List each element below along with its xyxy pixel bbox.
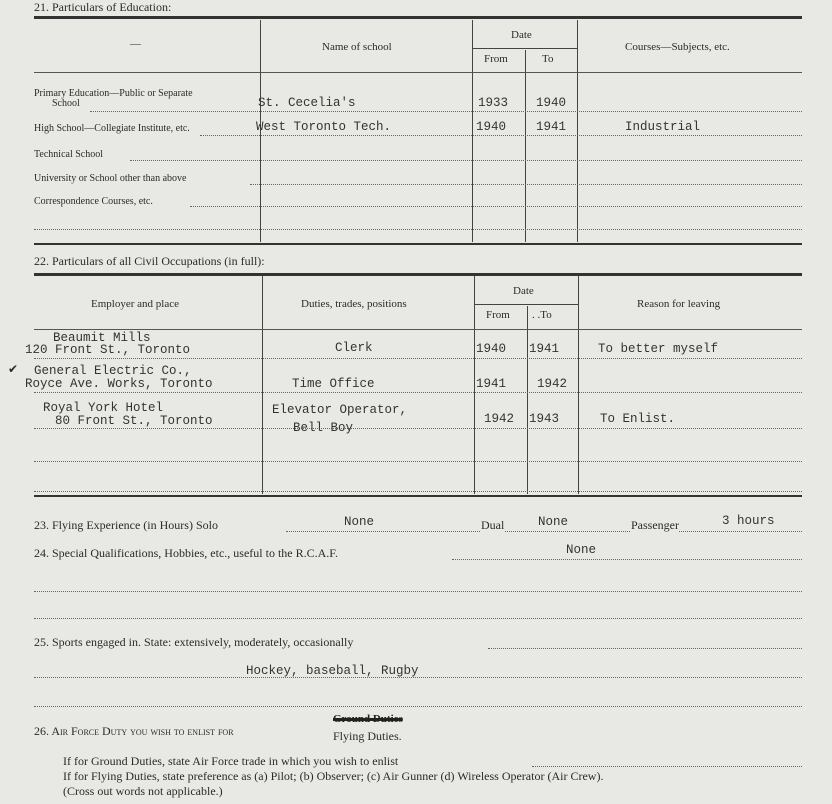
row-label: Technical School (34, 149, 103, 160)
duty: Time Office (292, 377, 375, 391)
date-to: 1941 (529, 342, 560, 356)
row-label: Correspondence Courses, etc. (34, 196, 153, 207)
blank-header: — (130, 38, 141, 50)
fill-line (34, 491, 802, 492)
divider (525, 50, 526, 242)
reason-header: Reason for leaving (637, 298, 721, 310)
cross-out-note: (Cross out words not applicable.) (63, 784, 223, 798)
employer-name: Royal York Hotel (43, 401, 164, 415)
school-name: West Toronto Tech. (256, 120, 392, 134)
date-header: Date (513, 285, 534, 297)
divider (472, 20, 473, 242)
fill-line (200, 135, 802, 136)
date-from: 1940 (476, 342, 507, 356)
fill-line (286, 531, 802, 532)
from-header: From (486, 309, 510, 321)
passenger-hours: 3 hours (722, 514, 775, 528)
duty: Bell Boy (293, 421, 354, 435)
divider (34, 273, 802, 276)
qualifications-label: 24. Special Qualifications, Hobbies, etc., useful to the R.C.A.F. (34, 546, 338, 560)
row-label: University or School other than above (34, 173, 187, 184)
fill-line (34, 677, 802, 678)
fill-line (34, 618, 802, 619)
duty-value: Flying Duties. (333, 729, 402, 743)
divider (472, 48, 577, 49)
sports-label: 25. Sports engaged in. State: extensively, moderately, occasionally (34, 635, 354, 649)
divider (577, 20, 578, 242)
education-title: 21. Particulars of Education: (34, 0, 172, 14)
employer-name: Beaumit Mills (53, 331, 151, 345)
fill-line (34, 706, 802, 707)
fill-line (34, 461, 802, 462)
reason: To better myself (598, 342, 719, 356)
sports-value: Hockey, baseball, Rugby (246, 664, 419, 678)
fill-line (34, 591, 802, 592)
school-header: Name of school (322, 41, 392, 53)
solo-hours: None (344, 515, 375, 529)
fill-line (190, 206, 802, 207)
divider (527, 306, 528, 494)
employer-place: 120 Front St., Toronto (25, 343, 191, 357)
occupations-title: 22. Particulars of all Civil Occupations (in full): (34, 254, 265, 268)
fill-line (488, 648, 802, 649)
reason: To Enlist. (600, 412, 676, 426)
employer-name: General Electric Co., (34, 364, 192, 378)
divider (34, 495, 802, 497)
date-from: 1933 (478, 96, 509, 110)
duty: Clerk (335, 341, 373, 355)
passenger-label: Passenger (631, 518, 679, 532)
employer-place: Royce Ave. Works, Toronto (25, 377, 213, 391)
dual-hours: None (538, 515, 569, 529)
date-to: 1941 (536, 120, 567, 134)
divider (34, 72, 802, 73)
date-to: 1940 (536, 96, 567, 110)
date-from: 1942 (484, 412, 515, 426)
courses: Industrial (625, 120, 701, 134)
fill-line (34, 392, 802, 393)
fill-line (532, 766, 802, 767)
qualifications-value: None (566, 543, 597, 557)
fill-line (34, 358, 802, 359)
fill-line (34, 229, 802, 230)
to-header: . .To (532, 309, 552, 321)
divider (34, 16, 802, 19)
employer-header: Employer and place (91, 298, 179, 310)
duty-label: 26. Air Force Duty you wish to enlist for (34, 724, 234, 738)
school-name: St. Cecelia's (258, 96, 356, 110)
flying-label: 23. Flying Experience (in Hours) Solo (34, 518, 218, 532)
employer-place: 80 Front St., Toronto (55, 414, 213, 428)
row-label: Primary Education—Public or Separate (34, 88, 193, 99)
crossed-out-option: Ground Duties (333, 713, 403, 725)
date-header: Date (511, 29, 532, 41)
row-label: School (52, 98, 80, 109)
courses-header: Courses—Subjects, etc. (625, 41, 730, 53)
fill-line (452, 559, 802, 560)
divider (34, 329, 802, 330)
fill-line (90, 111, 802, 112)
flying-duties-text: If for Flying Duties, state preference as (a) Pilot; (b) Observer; (c) Air Gunner (d) Wireless Operator (Air Crew). (63, 769, 604, 783)
duties-header: Duties, trades, positions (301, 298, 407, 310)
fill-line (130, 160, 802, 161)
date-from: 1941 (476, 377, 507, 391)
divider (474, 304, 578, 305)
fill-line (34, 428, 802, 429)
date-from: 1940 (476, 120, 507, 134)
checkmark-icon: ✔ (8, 362, 19, 376)
date-to: 1942 (537, 377, 568, 391)
from-header: From (484, 53, 508, 65)
duty: Elevator Operator, (272, 403, 408, 417)
ground-duties-text: If for Ground Duties, state Air Force trade in which you wish to enlist (63, 754, 399, 768)
fill-line (250, 184, 802, 185)
to-header: To (542, 53, 554, 65)
row-label: High School—Collegiate Institute, etc. (34, 123, 190, 134)
date-to: 1943 (529, 412, 560, 426)
divider (34, 243, 802, 245)
dual-label: Dual (481, 518, 505, 532)
